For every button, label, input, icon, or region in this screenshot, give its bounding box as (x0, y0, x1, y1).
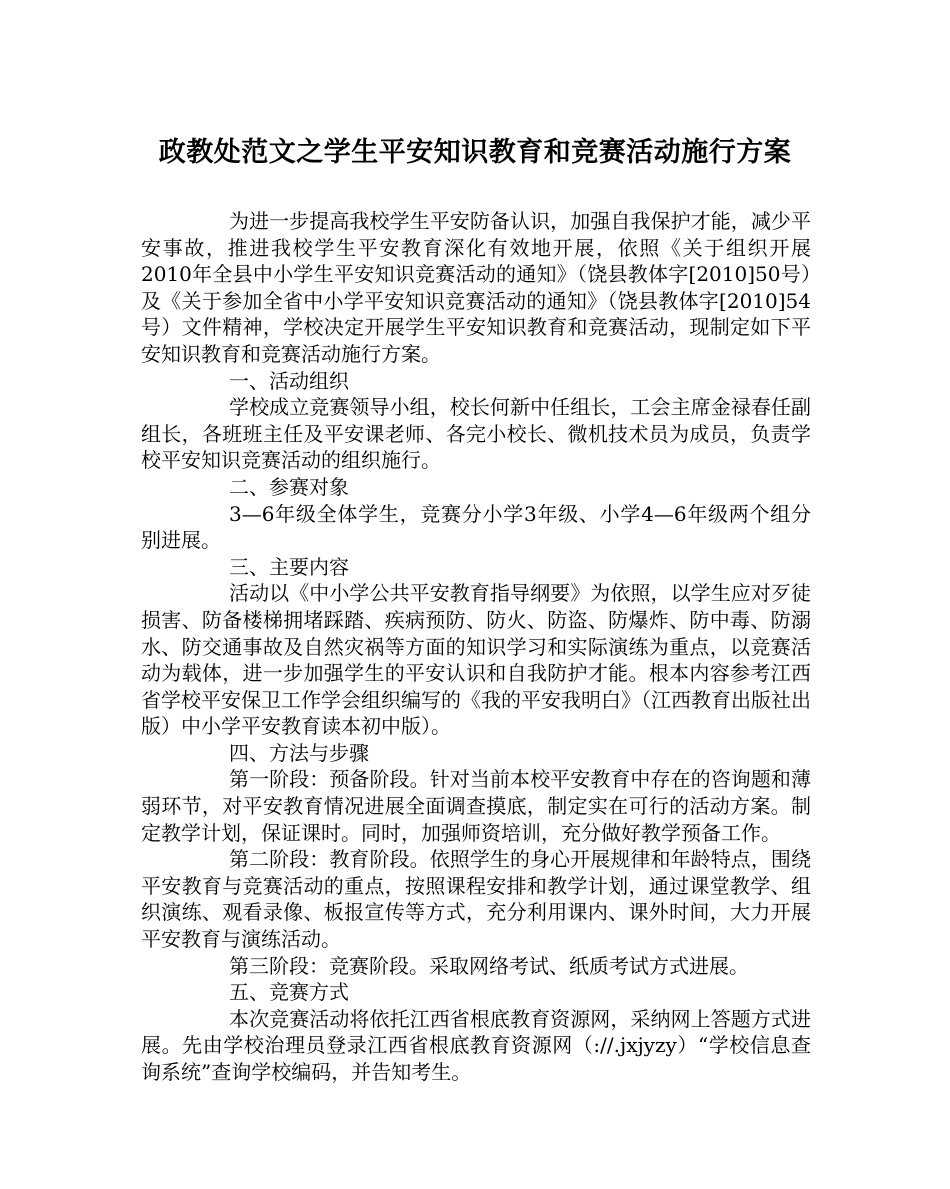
document-title: 政教处范文之学生平安知识教育和竞赛活动施行方案 (158, 137, 792, 168)
participants-paragraph: 3—6年级全体学生，竞赛分小学3年级、小学4—6年级两个组分别进展。 (141, 501, 811, 553)
section-heading-content: 三、主要内容 (229, 554, 349, 579)
section-heading-competition-method: 五、竞赛方式 (229, 980, 349, 1005)
intro-paragraph: 为进一步提高我校学生平安防备认识，加强自我保护才能，减少平安事故，推进我校学生平安教育深化有效地开展，依照《关于组织开展2010年全县中小学生平安知识竞赛活动的通知》（饶县教体字[2010]50号）及《关于参加全省中小学平安知识竞赛活动的通知》（饶县教体字[2010]54号）文件精神，学校决定开展学生平安知识教育和竞赛活动，现制定如下平安知识教育和竞赛活动施行方案。 (141, 209, 811, 366)
organization-paragraph: 学校成立竞赛领导小组，校长何新中任组长，工会主席金禄春任副组长，各班班主任及平安课老师、各完小校长、微机技术员为成员，负责学校平安知识竞赛活动的组织施行。 (141, 395, 811, 473)
stage-three-paragraph: 第三阶段：竞赛阶段。采取网络考试、纸质考试方式进展。 (229, 953, 749, 978)
section-heading-organization: 一、活动组织 (229, 368, 349, 393)
section-heading-steps: 四、方法与步骤 (229, 740, 369, 765)
content-paragraph: 活动以《中小学公共平安教育指导纲要》为依照，以学生应对歹徒损害、防备楼梯拥堵踩踏、疾病预防、防火、防盗、防爆炸、防中毒、防溺水、防交通事故及自然灾祸等方面的知识学习和实际演练为重点，以竞赛活动为载体，进一步加强学生的平安认识和自我防护才能。根本内容参考江西省学校平安保卫工作学会组织编写的《我的平安我明白》（江西教育出版社出版）中小学平安教育读本初中版）。 (141, 581, 811, 739)
competition-method-paragraph: 本次竞赛活动将依托江西省根底教育资源网，采纳网上答题方式进展。先由学校治理员登录江西省根底教育资源网（://.jxjyzy）“学校信息查询系统”查询学校编码，并告知考生。 (141, 1006, 811, 1084)
section-heading-participants: 二、参赛对象 (229, 474, 349, 499)
stage-two-paragraph: 第二阶段：教育阶段。依照学生的身心开展规律和年龄特点，围绕平安教育与竞赛活动的重点，按照课程安排和教学计划，通过课堂教学、组织演练、观看录像、板报宣传等方式，充分利用课内、课外时间，大力开展平安教育与演练活动。 (141, 847, 811, 952)
stage-one-paragraph: 第一阶段：预备阶段。针对当前本校平安教育中存在的咨询题和薄弱环节，对平安教育情况进展全面调查摸底，制定实在可行的活动方案。制定教学计划，保证课时。同时，加强师资培训，充分做好教学预备工作。 (141, 767, 811, 845)
document-body (141, 208, 811, 1086)
